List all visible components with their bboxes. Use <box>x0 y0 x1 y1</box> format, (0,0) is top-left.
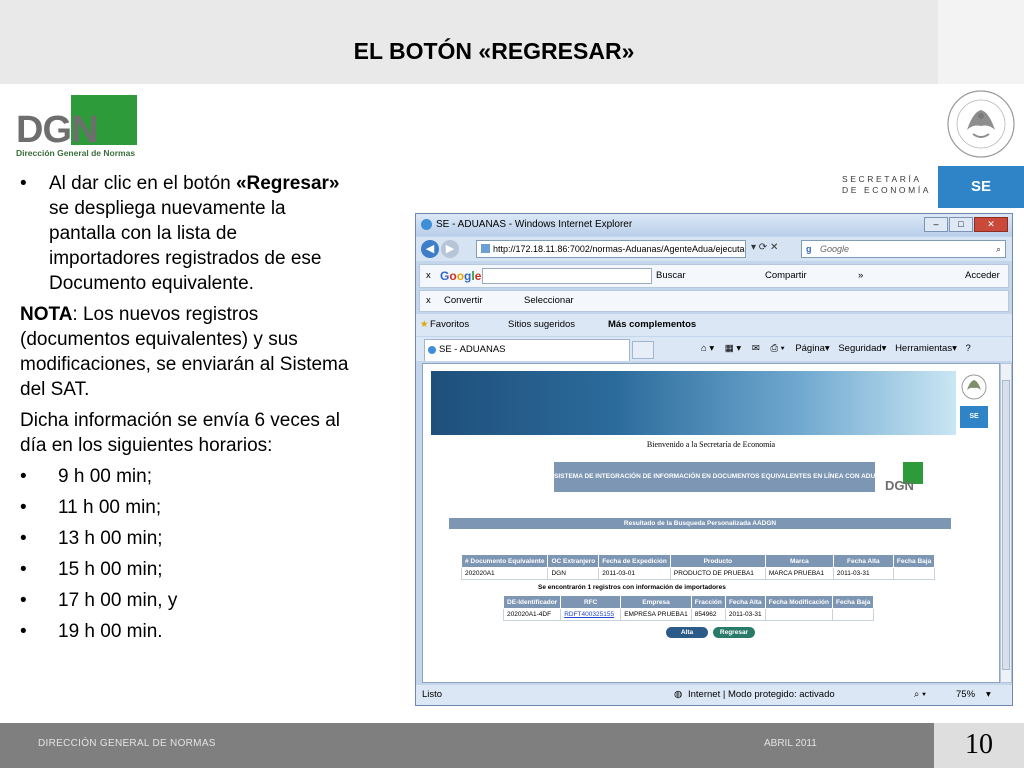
table-cell: EMPRESA PRUEBA1 <box>621 609 692 621</box>
tab-row <box>416 337 1012 361</box>
command-bar: ⌂ ▾ ▦ ▾ ✉ ⎙ ▾ Página▾ Seguridad▾ Herramientas▾ ? <box>701 343 971 354</box>
time-item: • 9 h 00 min; <box>20 464 350 489</box>
footer-date: ABRIL 2011 <box>764 738 817 749</box>
nota-label: NOTA <box>20 304 73 325</box>
address-bar-row <box>416 237 1012 261</box>
table-cell: DGN <box>548 568 599 580</box>
table-row <box>504 609 874 621</box>
maximize-icon[interactable]: □ <box>949 217 973 232</box>
ie-icon <box>421 219 432 230</box>
page-number-box <box>934 723 1024 768</box>
site-dgn-logo <box>883 462 923 500</box>
minimize-icon[interactable]: – <box>924 217 948 232</box>
feeds-icon[interactable]: ▦ ▾ <box>724 343 742 354</box>
help-icon[interactable]: ? <box>965 343 971 354</box>
table-cell: 202020A1-4DF <box>504 609 561 621</box>
table-cell: 854962 <box>691 609 725 621</box>
google-toolbar-input[interactable] <box>482 268 652 284</box>
tab-se-aduanas[interactable]: SE - ADUANAS <box>424 339 630 361</box>
mexican-seal-icon <box>945 88 1017 160</box>
nota-paragraph <box>20 302 350 402</box>
search-placeholder: Google <box>820 244 850 254</box>
table-header: Producto <box>670 555 765 568</box>
status-text: Listo <box>422 689 443 700</box>
pagina-menu[interactable]: Página <box>795 343 825 354</box>
welcome-text: Bienvenido a la Secretaría de Economía <box>646 440 776 449</box>
info-paragraph: Dicha información se envía 6 veces al día en los siguientes horarios: <box>20 410 340 456</box>
favorites-bar <box>416 314 1012 336</box>
convertir-button[interactable]: Convertir <box>444 295 483 306</box>
site-seal-icon <box>960 371 988 404</box>
browser-window <box>415 213 1013 706</box>
table-header: Fecha Baja <box>893 555 934 568</box>
nota-text: : Los nuevos registros (documentos equivalentes) y sus modificaciones, se enviarán al Sistema del SAT. <box>20 304 349 400</box>
table-cell: 2011-03-31 <box>725 609 765 621</box>
table-cell: 2011-03-31 <box>833 568 893 580</box>
print-icon[interactable]: ⎙ ▾ <box>770 343 785 354</box>
time-item: • 15 h 00 min; <box>20 557 350 582</box>
status-bar <box>416 685 1012 705</box>
mas-complementos-link[interactable]: Más complementos <box>608 319 697 330</box>
table-header: DE-Identificador <box>504 596 561 609</box>
table-header: Fecha Baja <box>832 596 873 609</box>
search-icon[interactable]: ⌕ <box>995 244 1001 254</box>
table-header-row <box>504 596 874 609</box>
dgn-logo <box>16 95 136 159</box>
url-input[interactable]: http://172.18.11.86:7002/normas-Aduanas/AgenteAdua/ejecuta <box>476 240 746 258</box>
slide-title: EL BOTÓN «REGRESAR» <box>353 38 635 64</box>
browser-window-title: SE - ADUANAS - Windows Internet Explorer <box>436 219 633 230</box>
pdf-toolbar-close-icon[interactable]: x <box>426 295 431 306</box>
bullet-regresar <box>20 171 350 296</box>
table-header: OC Extranjero <box>548 555 599 568</box>
table-header: # Documento Equivalente <box>462 555 548 568</box>
back-arrow-icon[interactable]: ◀ <box>421 240 439 258</box>
page-scrollbar[interactable] <box>1000 363 1012 683</box>
title-band <box>0 0 938 84</box>
new-tab-button[interactable] <box>632 341 654 359</box>
time-item: • 19 h 00 min. <box>20 619 350 644</box>
browser-page-content <box>422 363 1000 683</box>
sitios-sugeridos-link[interactable]: Sitios sugeridos <box>508 319 576 330</box>
table-header: RFC <box>561 596 621 609</box>
google-more-button[interactable]: » <box>858 270 864 281</box>
dgn-logo-subtitle: Dirección General de Normas <box>16 148 136 158</box>
table-header: Marca <box>765 555 833 568</box>
se-badge: SE <box>938 166 1024 208</box>
table-cell <box>893 568 934 580</box>
close-icon[interactable]: ✕ <box>974 217 1008 232</box>
refresh-stop-icons[interactable]: ▾ ⟳ ✕ <box>751 242 779 253</box>
alta-button[interactable]: Alta <box>666 627 708 638</box>
zoom-level[interactable]: 75% <box>956 689 976 700</box>
system-title-bar: SISTEMA DE INTEGRACIÓN DE INFORMACIÓN EN DOCUMENTOS EQUIVALENTES EN LÍNEA CON ADUANAS <box>554 462 875 492</box>
seguridad-menu[interactable]: Seguridad <box>838 343 882 354</box>
table-row <box>462 568 935 580</box>
herramientas-menu[interactable]: Herramientas <box>895 343 953 354</box>
table-cell: MARCA PRUEBA1 <box>765 568 833 580</box>
table-header: Fecha Alta <box>725 596 765 609</box>
dgn-logo-letters: DGN <box>16 109 98 151</box>
table-header: Fecha Alta <box>833 555 893 568</box>
table-header: Fecha de Expedición <box>599 555 671 568</box>
footer-organization: DIRECCIÓN GENERAL DE NORMAS <box>38 738 216 749</box>
found-records-text: Se encontrarón 1 registros con información de importadores <box>538 584 726 591</box>
site-se-badge: SE <box>960 406 988 428</box>
documents-table <box>461 554 935 580</box>
security-zone-text: Internet | Modo protegido: activado <box>688 689 835 700</box>
secretaria-line2: DE ECONOMÍA <box>842 185 932 195</box>
window-controls <box>924 217 1008 233</box>
table-cell: 2011-03-01 <box>599 568 671 580</box>
table-header: Empresa <box>621 596 692 609</box>
google-compartir-button[interactable]: Compartir <box>765 270 807 281</box>
favorites-star-icon[interactable]: ★ <box>420 319 429 330</box>
footer-bar <box>0 723 934 768</box>
table-header-row <box>462 555 935 568</box>
zone-icon: ◍ <box>674 689 683 700</box>
home-icon[interactable]: ⌂ ▾ <box>701 343 715 354</box>
pdf-toolbar <box>419 290 1009 312</box>
results-title-bar: Resultado de la Busqueda Personalizada AADGN <box>449 518 951 529</box>
bullet1-bold: «Regresar» <box>235 173 340 194</box>
rfc-link[interactable]: RDFT400325155 <box>561 609 621 621</box>
bullet1-post: se despliega nuevamente la pantalla con la lista de importadores registrados de ese Documento equivalente. <box>49 198 322 294</box>
importers-table <box>503 595 874 621</box>
time-item: • 17 h 00 min, y <box>20 588 350 613</box>
zoom-control[interactable]: ⌕ ▾ <box>914 689 926 700</box>
table-cell: 202020A1 <box>462 568 548 580</box>
browser-titlebar <box>416 214 1012 236</box>
regresar-button[interactable]: Regresar <box>713 627 755 638</box>
zoom-dropdown-icon[interactable]: ▾ <box>986 689 991 700</box>
secretaria-line1: SECRETARÍA <box>842 174 922 184</box>
google-toolbar-close-icon[interactable]: x <box>426 270 431 281</box>
site-dgn-logo-text: DGN <box>885 478 914 493</box>
table-cell <box>832 609 873 621</box>
favoritos-button[interactable]: Favoritos <box>430 319 470 330</box>
table-header: Fracción <box>691 596 725 609</box>
bullet1-pre: Al dar clic en el botón <box>49 173 236 194</box>
time-item: • 13 h 00 min; <box>20 526 350 551</box>
scrollbar-thumb[interactable] <box>1002 380 1010 670</box>
seleccionar-button[interactable]: Seleccionar <box>524 295 574 306</box>
secretaria-label <box>842 174 932 196</box>
mail-icon[interactable]: ✉ <box>751 343 760 354</box>
time-item: • 11 h 00 min; <box>20 495 350 520</box>
site-banner <box>431 371 956 435</box>
google-buscar-button[interactable]: Buscar <box>656 270 686 281</box>
body-text <box>20 171 350 650</box>
google-acceder-button[interactable]: Acceder <box>965 270 1000 281</box>
google-toolbar <box>419 264 1009 288</box>
table-header: Fecha Modificación <box>765 596 832 609</box>
google-toolbar-logo: Google <box>440 269 482 283</box>
page-number: 10 <box>965 729 993 760</box>
forward-arrow-icon[interactable]: ▶ <box>441 240 459 258</box>
right-strip <box>938 0 1024 84</box>
search-input[interactable] <box>801 240 1006 258</box>
table-cell: PRODUCTO DE PRUEBA1 <box>670 568 765 580</box>
table-cell <box>765 609 832 621</box>
